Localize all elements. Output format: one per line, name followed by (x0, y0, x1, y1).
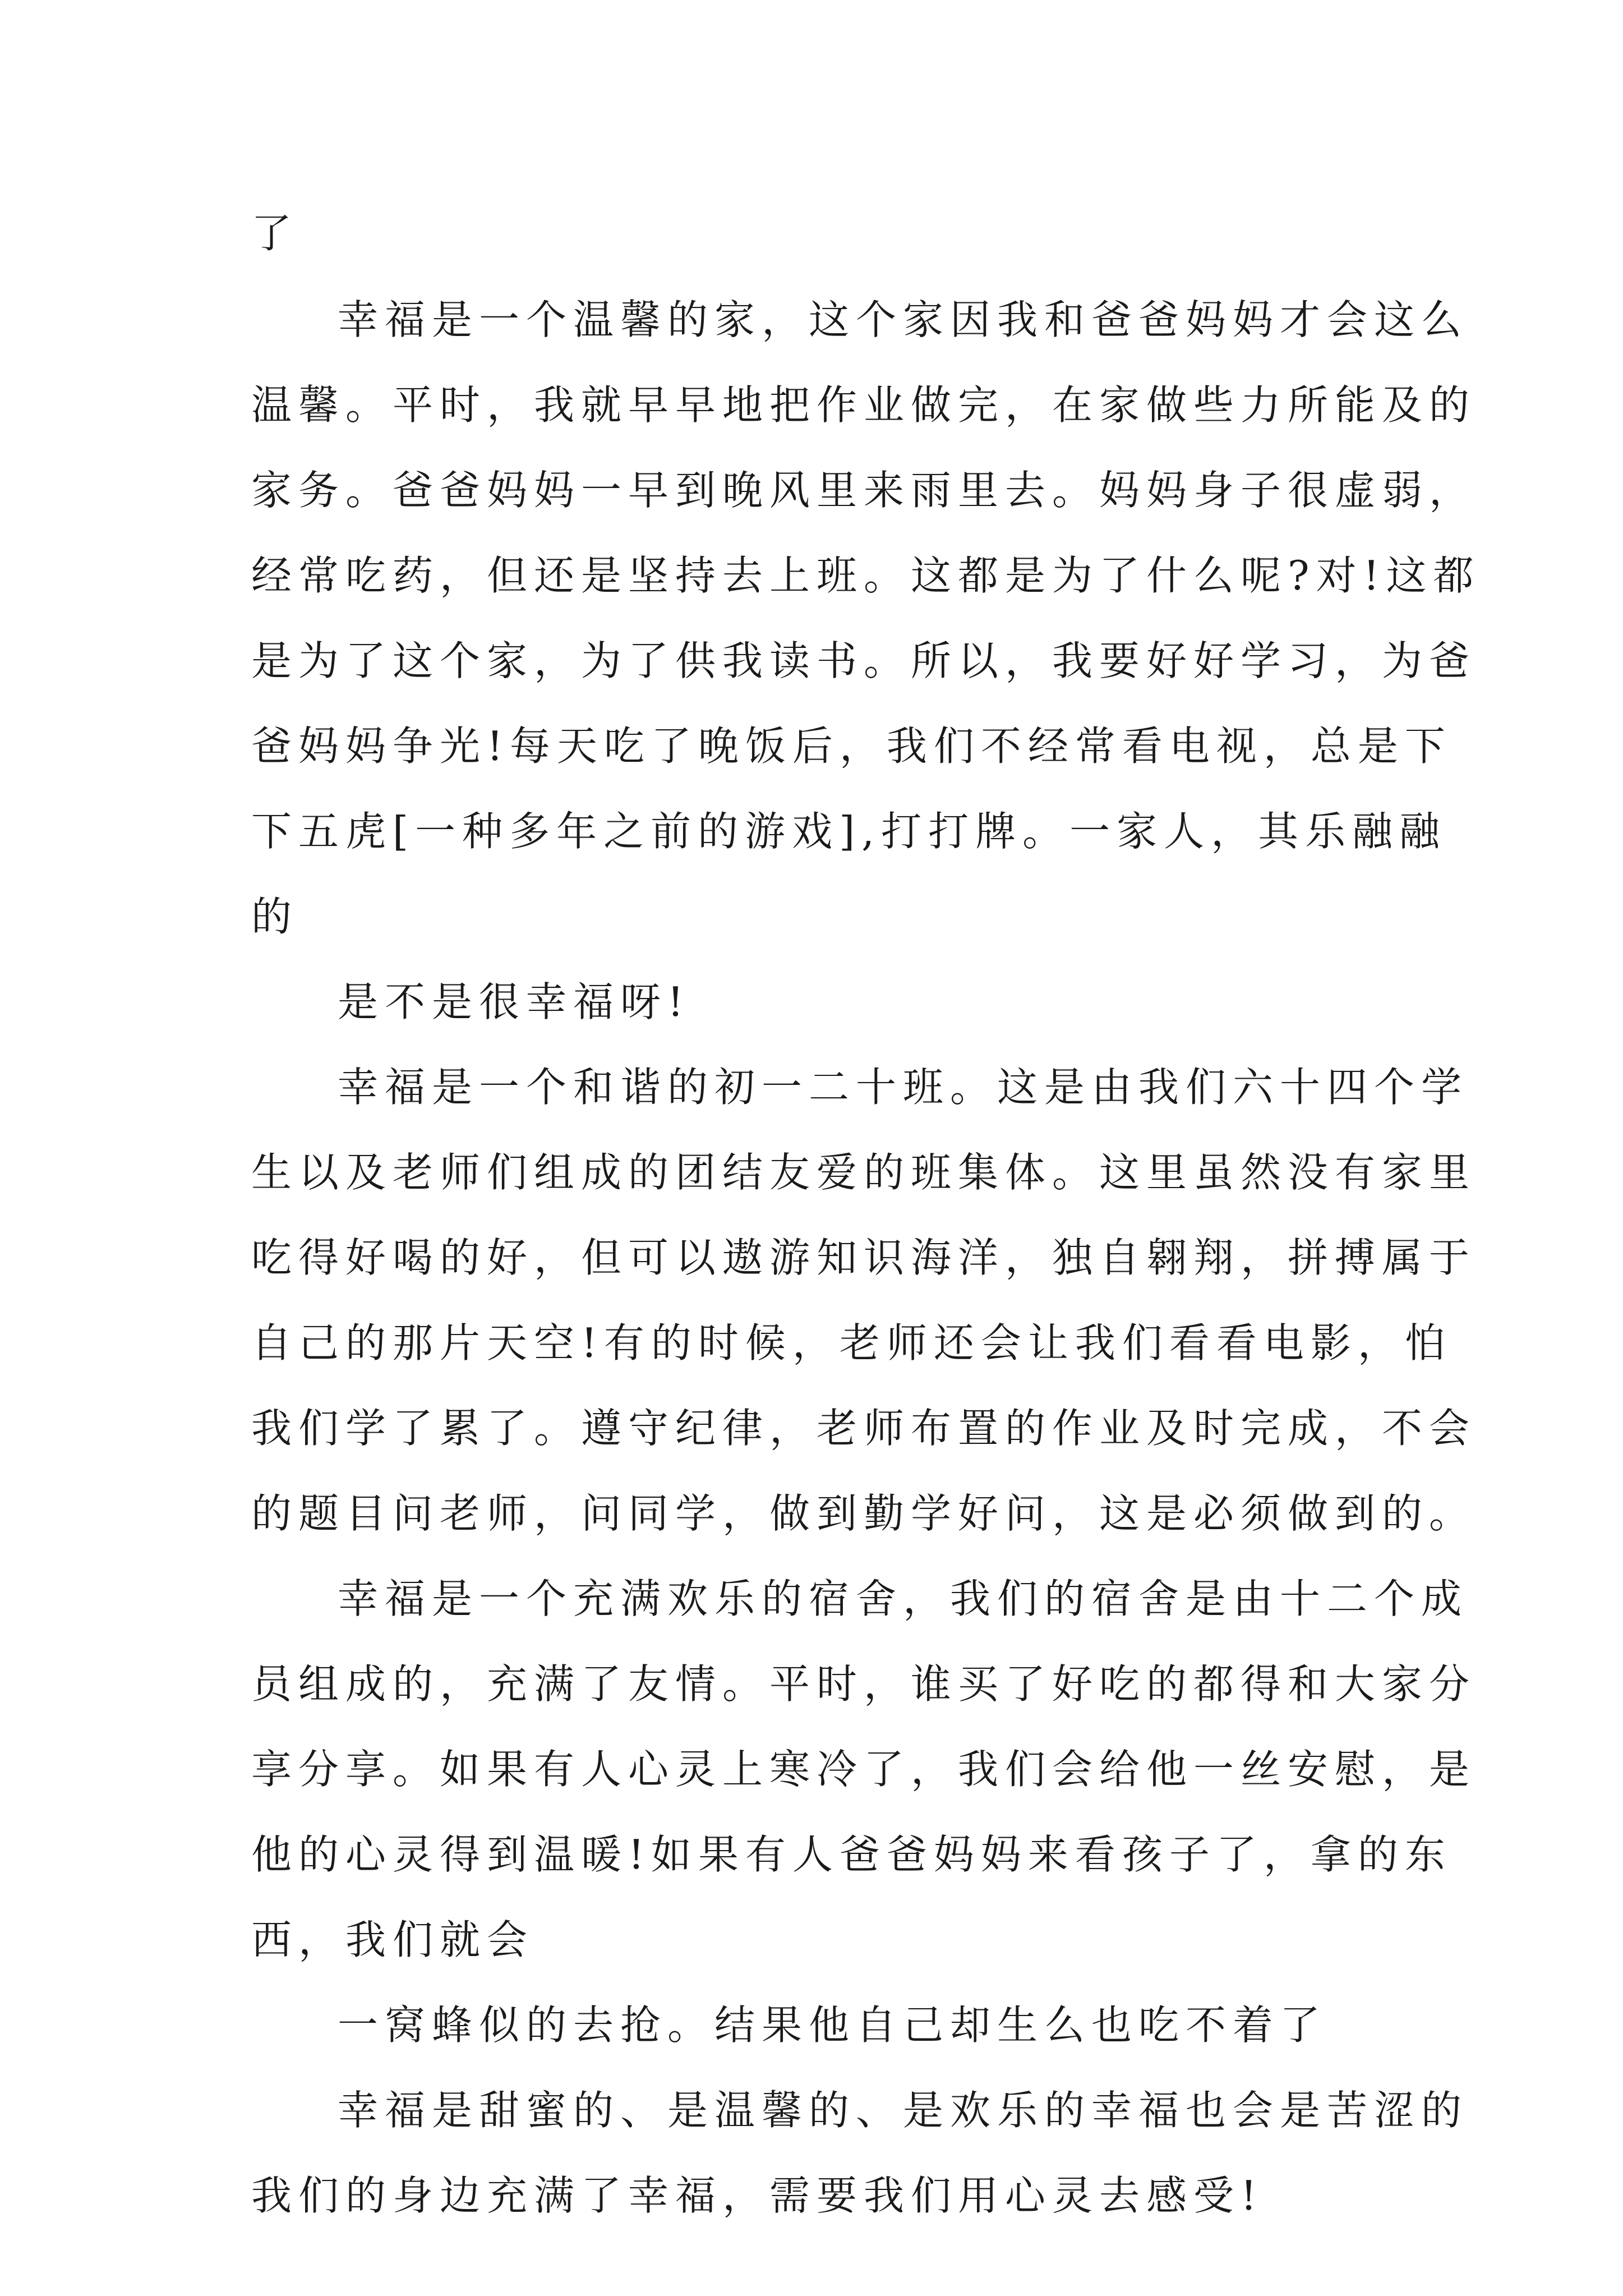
text-line: 温馨。平时，我就早早地把作业做完，在家做些力所能及的 (251, 381, 1477, 429)
text-line: 幸福是一个和谐的初一二十班。这是由我们六十四个学 (338, 1064, 1469, 1111)
text-line: 生以及老师们组成的团结友爱的班集体。这里虽然没有家里 (251, 1149, 1477, 1196)
text-line: 是为了这个家，为了供我读书。所以，我要好好学习，为爸 (251, 637, 1477, 684)
text-line: 西，我们就会 (251, 1916, 534, 1963)
text-line: 幸福是一个充满欢乐的宿舍，我们的宿舍是由十二个成 (338, 1575, 1469, 1622)
text-line: 幸福是甜蜜的、是温馨的、是欢乐的幸福也会是苦涩的 (338, 2087, 1469, 2134)
text-line: 下五虎[一种多年之前的游戏],打打牌。一家人，其乐融融 (251, 808, 1447, 855)
text-line: 家务。爸爸妈妈一早到晚风里来雨里去。妈妈身子很虚弱， (251, 467, 1477, 514)
text-line: 吃得好喝的好，但可以遨游知识海洋，独自翱翔，拼搏属于 (251, 1234, 1477, 1281)
text-line: 我们的身边充满了幸福，需要我们用心灵去感受! (251, 2172, 1264, 2219)
text-line: 他的心灵得到温暖!如果有人爸爸妈妈来看孩子了，拿的东 (251, 1831, 1452, 1878)
text-line: 自己的那片天空!有的时候，老师还会让我们看看电影，怕 (251, 1319, 1452, 1366)
text-line: 是不是很幸福呀! (338, 978, 690, 1025)
text-line: 爸妈妈争光!每天吃了晚饭后，我们不经常看电视，总是下 (251, 723, 1452, 770)
text-line: 了 (251, 210, 299, 257)
text-line: 幸福是一个温馨的家，这个家因我和爸爸妈妈才会这么 (338, 296, 1469, 343)
text-line: 经常吃药，但还是坚持去上班。这都是为了什么呢?对!这都 (251, 552, 1481, 599)
text-line: 我们学了累了。遵守纪律，老师布置的作业及时完成，不会 (251, 1405, 1477, 1452)
text-line: 员组成的，充满了友情。平时，谁买了好吃的都得和大家分 (251, 1660, 1477, 1708)
text-line: 一窝蜂似的去抢。结果他自己却生么也吃不着了 (338, 2001, 1327, 2049)
text-line: 的 (251, 893, 299, 940)
text-line: 享分享。如果有人心灵上寒冷了，我们会给他一丝安慰，是 (251, 1746, 1477, 1793)
text-line: 的题目问老师，问同学，做到勤学好问，这是必须做到的。 (251, 1490, 1477, 1537)
